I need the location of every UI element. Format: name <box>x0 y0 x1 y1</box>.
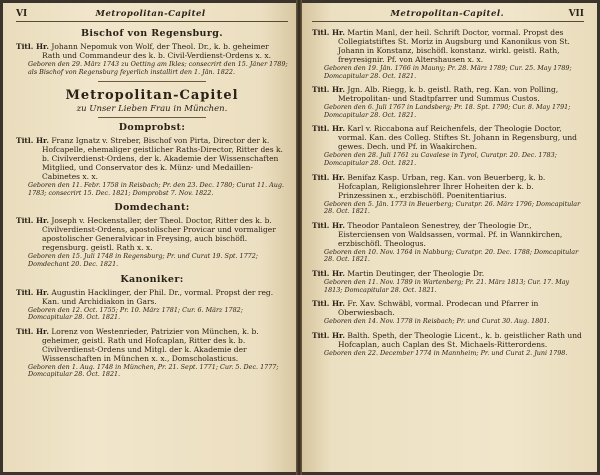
entry-text: Martin Manl, der heil. Schrift Doctor, vormal. Propst des Collegiatstiftes St. Moriz in Augsburg und Kanonikus von St. Johann in Konstanz, bischöfl. konstanz. wirkl. geistl. Rath, freyresignir. Pf. von Altershausen x. x. <box>338 28 570 64</box>
entry-detail: Geboren den 22. December 1774 in Mannheim; Pr. und Curat 2. Juni 1798. <box>324 348 568 357</box>
entry-text: Theodor Pantaleon Senestrey, der Theologie Dr., Eisterciensen von Waldsassen, vormal. Pf. in Wannkirchen, erzbischöfl. Theologus. <box>338 220 563 248</box>
entry-detail: Geboren den 28. Juli 1761 zu Cavalese in Tyrol, Curatpr. 20. Dec. 1783; Domcapitular 28. Oct. 1821. <box>324 151 557 167</box>
entry-detail: Geboren den 11. Nov. 1789 in Wartenberg; Pr. 21. März 1813; Cur. 17. May 1813; Domcapitular 28. Oct. 1821. <box>324 277 570 294</box>
entry-title: Titl. Hr. <box>312 28 345 37</box>
entry-canon <box>16 327 288 379</box>
left-page-header <box>16 9 288 22</box>
right-page-header <box>312 9 584 22</box>
entry-canon <box>312 299 584 326</box>
entry-detail: Geboren den 12. Oct. 1755; Pr. 10. März 1781; Cur. 6. März 1782; Domcapitular 28. Oct. 1821. <box>28 305 243 322</box>
entry-detail: Geboren den 11. Febr. 1758 in Reisbach; Pr. den 23. Dec. 1780; Curat 11. Aug. 1783; consecrirt 15. Dec. 1821; Domprobst 7. Nov. 1822. <box>28 181 285 197</box>
entry-title: Titl. Hr. <box>16 136 49 146</box>
entry-text: Martin Deutinger, der Theologie Dr. <box>347 268 485 278</box>
entry-text: Fr. Xav. Schwäbl, vormal. Prodecan und Pfarrer in Oberwiesbach. <box>338 299 539 318</box>
entry-title: Titl. Hr. <box>16 42 49 51</box>
chapter-subtitle: zu Unser Lieben Frau in München. <box>76 104 228 115</box>
entry-detail: Geboren den 6. Juli 1767 in Landsberg; Pr. 18. Spt. 1790; Cur. 8. May 1791; Domcapitular 28. Oct. 1821. <box>324 103 571 119</box>
entry-detail: Geboren den 29. März 1743 zu Oetting am Ikles; consecrirt den 15. Jäner 1789; als Bischof von Regensburg feyerlich installirt den 1. Jän. 1822. <box>28 60 288 76</box>
entry-canon <box>312 331 584 358</box>
entry-text: Augustin Hacklinger, der Phil. Dr., vormal. Propst der reg. Kan. und Archidiakon in Gars. <box>42 287 274 306</box>
entry-text: Balth. Speth, der Theologie Licent., k. b. geistlicher Rath und Hofcaplan, auch Caplan des St. Michaels-Ritterordens. <box>338 330 582 349</box>
entry-canon <box>312 221 584 264</box>
divider <box>98 81 207 82</box>
entry-title: Titl. Hr. <box>16 287 49 297</box>
chapter-title: Metropolitan-Capitel <box>65 88 239 104</box>
entry-detail: Geboren den 14. Nov. 1778 in Reisbach; Pr. und Curat 30. Aug. 1801. <box>324 317 550 326</box>
entry-detail: Geboren den 19. Jän. 1766 in Mauny; Pr. 28. März 1789; Cur. 25. May 1789; Domcapitular 28. Oct. 1821. <box>324 64 572 80</box>
section-heading-canons: Kanoniker: <box>120 273 184 285</box>
entry-text: Jgn. Alb. Riegg, k. b. geistl. Rath, reg. Kan. von Polling, Metropolitan- und Stadtpfarrer und Summus Custos. <box>338 85 559 104</box>
entry-dean <box>16 216 288 268</box>
page-number: VII <box>568 9 584 19</box>
entry-canon <box>312 124 584 167</box>
entry-canon <box>312 85 584 119</box>
entry-detail: Geboren den 10. Nov. 1764 in Nabburg; Curatpr. 20. Dec. 1788; Domcapitular 28. Oct. 1821. <box>324 247 579 264</box>
entry-canon <box>312 28 584 80</box>
entry-text: Johann Nepomuk von Wolf, der Theol. Dr., k. b. geheimer Rath und Commandeur des k. b. Civil-Verdienst-Ordens x. x. <box>42 42 271 60</box>
entry-detail: Geboren den 15. Juli 1748 in Regensburg; Pr. und Curat 19. Spt. 1772; Domdechant 20. Dec. 1821. <box>28 252 258 268</box>
entry-canon <box>312 173 584 216</box>
section-heading-dean: Domdechant: <box>114 202 190 214</box>
entry-text: Joseph v. Heckenstaller, der Theol. Doctor, Ritter des k. b. Civilverdienst-Ordens, apostolischer Provicar und vormaliger apostolischer Generalvicar in Freysing, auch bischöfl. regensburg. geistl. Rath x. x. <box>42 216 276 253</box>
entry-title: Titl. Hr. <box>312 124 345 134</box>
entry-canon <box>16 288 288 322</box>
running-title: Metropolitan-Capitel <box>95 9 206 19</box>
entry-bishop <box>16 42 288 76</box>
entry-title: Titl. Hr. <box>312 172 345 182</box>
entry-text: Karl v. Riccabona auf Reichenfels, der Theologie Doctor, vormal. Kan. des Colleg. Stiftes St. Johann in Regensburg, und gewes. Dech. und Pf. in Waakirchen. <box>338 124 577 152</box>
entry-title: Titl. Hr. <box>16 216 49 226</box>
left-page <box>3 3 296 472</box>
entry-detail: Geboren den 5. Jän. 1773 in Beuerberg; Curatpr. 26. März 1796; Domcapitular 28. Oct. 1821. <box>324 199 581 216</box>
entry-title: Titl. Hr. <box>312 330 345 340</box>
entry-title: Titl. Hr. <box>312 85 345 95</box>
page-number: VI <box>16 9 28 19</box>
divider <box>98 117 207 118</box>
running-title: Metropolitan-Capitel. <box>390 9 505 19</box>
entry-text: Benifaz Kasp. Urban, reg. Kan. von Beuerberg, k. b. Hofcaplan, Religionslehrer Ihrer Hoheiten der k. b. Prinzessinen x., erzbischöfl. Poenitentiarius. <box>338 172 546 200</box>
entry-title: Titl. Hr. <box>312 268 345 278</box>
entry-text: Franz Ignatz v. Streber, Bischof von Pirta, Director der k. Hofcapelle, ehemaliger geistlicher Raths-Director, Ritter des k. b. Civilverdienst-Ordens, der k. Akademie der Wissenschaften Mitglied, und Conservator des k. Münz- und Medaillen-Cabinetes x. x. <box>42 136 283 182</box>
entry-title: Titl. Hr. <box>312 220 345 230</box>
entry-title: Titl. Hr. <box>312 299 345 309</box>
section-heading-bishop: Bischof von Regensburg. <box>80 28 224 39</box>
entry-canon <box>312 269 584 294</box>
entry-detail: Geboren den 1. Aug. 1748 in München, Pr. 21. Sept. 1771; Cur. 5. Dec. 1777; Domcapitular 28. Oct. 1821. <box>28 362 279 379</box>
entry-title: Titl. Hr. <box>16 326 49 336</box>
right-page <box>302 3 597 472</box>
entry-text: Lorenz von Westenrieder, Patrizier von München, k. b. geheimer, geistl. Rath und Hofcaplan, Ritter des k. b. Civilverdienst-Ordens und Mitgl. der k. Akademie der Wissenschaften in München x. x., Domscholasticus. <box>42 326 259 363</box>
entry-provost <box>16 136 288 197</box>
section-heading-provost: Domprobst: <box>118 122 186 134</box>
